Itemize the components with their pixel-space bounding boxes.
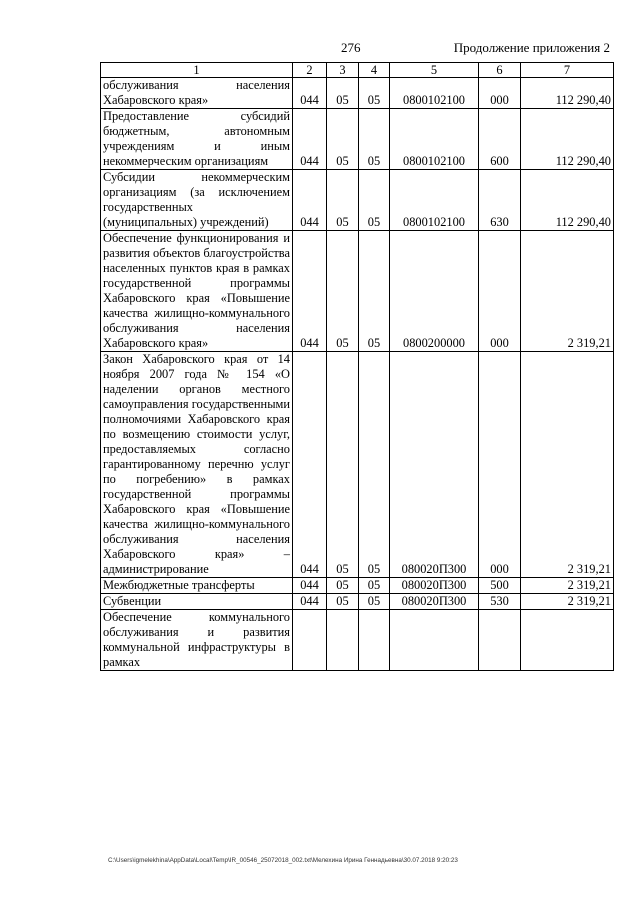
cell-col6: 000 xyxy=(479,352,521,578)
table-row xyxy=(101,231,614,352)
cell-col7: 2 319,21 xyxy=(521,594,614,610)
row-name: Субвенции xyxy=(101,594,293,610)
cell-col3: 05 xyxy=(327,578,359,594)
cell-col4: 05 xyxy=(359,578,390,594)
cell-col5: 0800200000 xyxy=(390,231,479,352)
cell-col4: 05 xyxy=(359,231,390,352)
cell-col2: 044 xyxy=(293,109,327,170)
cell-col2: 044 xyxy=(293,352,327,578)
row-name: обслуживания населения Хабаровского края» xyxy=(101,78,293,109)
cell-col4: 05 xyxy=(359,78,390,109)
column-header: 5 xyxy=(390,63,479,78)
cell-col4: 05 xyxy=(359,594,390,610)
cell-col7 xyxy=(521,610,614,671)
row-name: Закон Хабаровского края от 14 ноября 2007 года № 154 «О наделении органов местного самоуправления государственными полномочиями Хабаровского края по возмещению стоимости услуг, предоставляемых согласно гарантированному перечню услуг по погребению» в рамках государственной программы Хабаровского края «Повышение качества жилищно-коммунального обслуживания населения Хабаровского края» – администрирование xyxy=(101,352,293,578)
table-row xyxy=(101,578,614,594)
column-header: 1 xyxy=(101,63,293,78)
cell-col6: 000 xyxy=(479,231,521,352)
cell-col5 xyxy=(390,610,479,671)
continuation-label: Продолжение приложения 2 xyxy=(453,40,610,55)
cell-col5: 080020П300 xyxy=(390,578,479,594)
cell-col6: 500 xyxy=(479,578,521,594)
cell-col7: 112 290,40 xyxy=(521,170,614,231)
cell-col3: 05 xyxy=(327,352,359,578)
cell-col4: 05 xyxy=(359,170,390,231)
table-row xyxy=(101,594,614,610)
row-name: Субсидии некоммерческим организациям (за исключением государственных (муниципальных) учреждений) xyxy=(101,170,293,231)
cell-col5: 0800102100 xyxy=(390,170,479,231)
table-header-row xyxy=(101,63,614,78)
cell-col2: 044 xyxy=(293,594,327,610)
table-row xyxy=(101,170,614,231)
column-header: 3 xyxy=(327,63,359,78)
cell-col5: 080020П300 xyxy=(390,352,479,578)
cell-col6: 630 xyxy=(479,170,521,231)
cell-col5: 0800102100 xyxy=(390,78,479,109)
cell-col3: 05 xyxy=(327,78,359,109)
cell-col5: 080020П300 xyxy=(390,594,479,610)
cell-col3 xyxy=(327,610,359,671)
row-name: Обеспечение коммунального обслуживания и развития коммунальной инфраструктуры в рамках xyxy=(101,610,293,671)
cell-col7: 2 319,21 xyxy=(521,352,614,578)
budget-table xyxy=(100,62,614,671)
column-header: 2 xyxy=(293,63,327,78)
cell-col7: 112 290,40 xyxy=(521,78,614,109)
cell-col2: 044 xyxy=(293,78,327,109)
cell-col2: 044 xyxy=(293,578,327,594)
cell-col2: 044 xyxy=(293,170,327,231)
table-row xyxy=(101,352,614,578)
cell-col3: 05 xyxy=(327,109,359,170)
cell-col3: 05 xyxy=(327,170,359,231)
cell-col2: 044 xyxy=(293,231,327,352)
cell-col4 xyxy=(359,610,390,671)
cell-col4: 05 xyxy=(359,109,390,170)
table-row xyxy=(101,78,614,109)
table-row xyxy=(101,109,614,170)
row-name: Межбюджетные трансферты xyxy=(101,578,293,594)
file-path-footer: C:\Users\igmelekhina\AppData\Local\Temp\IR_00546_25072018_002.txt\Мелехина Ирина Геннадьевна\30.07.2018 9:20:23 xyxy=(108,857,458,864)
cell-col6: 000 xyxy=(479,78,521,109)
column-header: 6 xyxy=(479,63,521,78)
cell-col6: 600 xyxy=(479,109,521,170)
column-header: 4 xyxy=(359,63,390,78)
row-name: Предоставление субсидий бюджетным, автономным учреждениям и иным некоммерческим организациям xyxy=(101,109,293,170)
cell-col3: 05 xyxy=(327,231,359,352)
cell-col5: 0800102100 xyxy=(390,109,479,170)
cell-col4: 05 xyxy=(359,352,390,578)
cell-col7: 2 319,21 xyxy=(521,231,614,352)
page-number: 276 xyxy=(341,40,361,55)
cell-col2 xyxy=(293,610,327,671)
cell-col6: 530 xyxy=(479,594,521,610)
table-row xyxy=(101,610,614,671)
cell-col7: 2 319,21 xyxy=(521,578,614,594)
cell-col6 xyxy=(479,610,521,671)
cell-col3: 05 xyxy=(327,594,359,610)
row-name: Обеспечение функционирования и развития объектов благоустройства населенных пунктов края в рамках государственной программы Хабаровского края «Повышение качества жилищно-коммунального обслуживания населения Хабаровского края» xyxy=(101,231,293,352)
column-header: 7 xyxy=(521,63,614,78)
cell-col7: 112 290,40 xyxy=(521,109,614,170)
